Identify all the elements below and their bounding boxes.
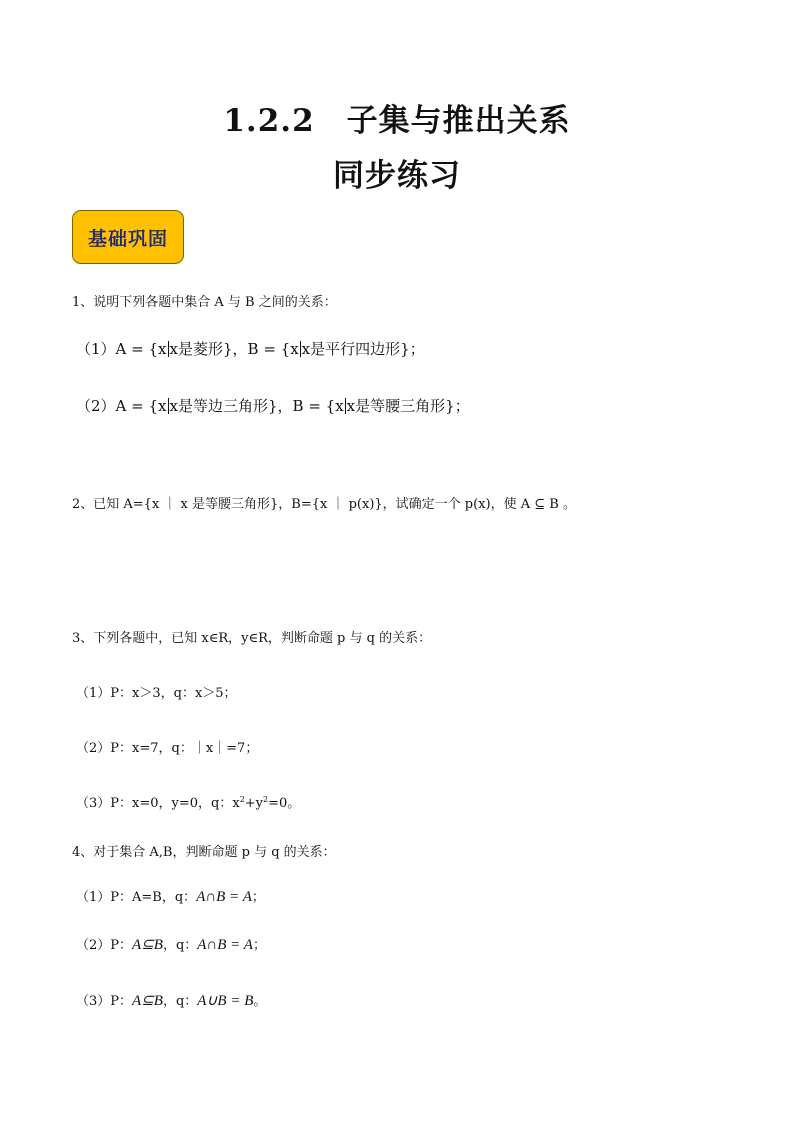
set-a-label: A = {x xyxy=(115,397,167,415)
question-1-part-1 xyxy=(76,338,425,359)
line-end: ； xyxy=(409,340,425,358)
math-expression: A⊆B xyxy=(132,993,163,1009)
question-4-part-3 xyxy=(76,990,266,1010)
question-2-text: 2、已知 A={x ｜ x 是等腰三角形}，B={x ｜ p(x)}，试确定一个 p(x)，使 A ⊆ B 。 xyxy=(72,497,576,512)
separator: ， xyxy=(277,397,293,415)
set-b-label: B = {x xyxy=(247,340,299,358)
question-3-part-2: （2）P：x=7，q：｜x｜=7； xyxy=(76,741,259,756)
set-a-description: x是等边三角形} xyxy=(169,397,278,415)
set-builder-bar xyxy=(300,341,301,357)
set-a-label: A = {x xyxy=(115,340,167,358)
question-4-stem: 4、对于集合 A,B，判断命题 p 与 q 的关系： xyxy=(72,845,336,860)
question-3-stem: 3、下列各题中，已知 x∈R，y∈R，判断命题 p 与 q 的关系： xyxy=(72,631,432,646)
part-prefix: （1） xyxy=(76,340,116,358)
math-expression: A∩B = A xyxy=(196,889,252,905)
part-text: =0。 xyxy=(268,796,301,811)
question-3-part-3 xyxy=(76,792,300,811)
part-text: ，q： xyxy=(162,938,198,953)
section-badge xyxy=(72,210,184,264)
line-end: ； xyxy=(252,938,266,953)
part-text: ，q： xyxy=(162,994,198,1009)
line-end: ； xyxy=(454,397,470,415)
page-subtitle: 同步练习 xyxy=(333,158,461,194)
part-text: （2）P： xyxy=(76,938,133,953)
part-text: （3）P： xyxy=(76,994,133,1009)
exponent: 2 xyxy=(263,795,269,804)
page-title: 1.2.2 子集与推出关系 xyxy=(223,103,571,139)
separator: ， xyxy=(232,340,248,358)
question-1-part-2 xyxy=(76,395,470,416)
question-4-part-2 xyxy=(76,934,266,954)
set-builder-bar xyxy=(168,341,169,357)
math-expression: A⊆B xyxy=(132,937,163,953)
set-b-label: B = {x xyxy=(292,397,344,415)
part-prefix: （2） xyxy=(76,397,116,415)
set-b-description: x是等腰三角形} xyxy=(346,397,455,415)
exponent: 2 xyxy=(239,795,245,804)
set-builder-bar xyxy=(168,398,169,414)
question-3-part-1: （1）P：x＞3，q：x＞5； xyxy=(76,686,237,701)
question-4-part-1 xyxy=(76,886,265,906)
math-expression: A∩B = A xyxy=(197,937,253,953)
set-b-description: x是平行四边形} xyxy=(301,340,410,358)
set-builder-bar xyxy=(345,398,346,414)
math-expression: A∪B = B xyxy=(197,993,254,1009)
part-text: （1）P：A=B，q： xyxy=(76,890,197,905)
line-end: ； xyxy=(251,890,265,905)
line-end: 。 xyxy=(253,994,267,1009)
part-text: +y xyxy=(244,796,264,811)
set-a-description: x是菱形} xyxy=(169,340,233,358)
part-text: （3）P：x=0，y=0，q：x xyxy=(76,796,240,811)
question-1-stem: 1、说明下列各题中集合 A 与 B 之间的关系： xyxy=(72,295,337,310)
section-badge-label: 基础巩固 xyxy=(87,227,168,250)
